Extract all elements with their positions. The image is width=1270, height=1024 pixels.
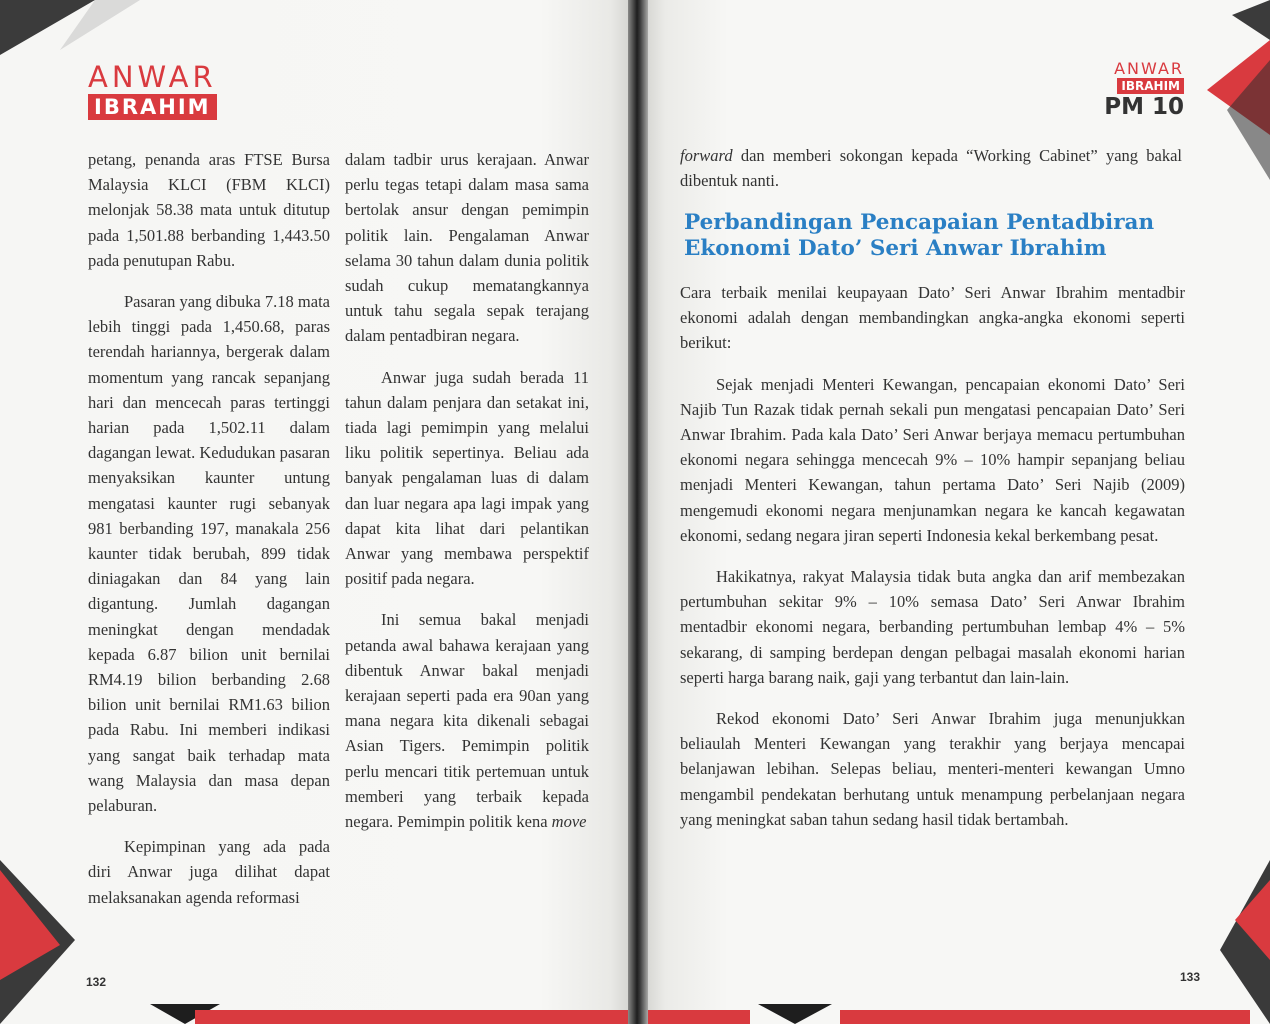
logo-anwar-text: ANWAR <box>1114 59 1184 78</box>
paragraph: Pasaran yang dibuka 7.18 mata lebih tinggi pada 1,450.68, paras terendah hariannya, bergerak dalam momentum yang rancak sepanjang hari dan mencecah paras tertinggi harian pada 1,502.11 dalam dagangan lewat. Kedudukan pasaran menyaksikan kaunter untung mengatasi kaunter rugi sebanyak 981 berbanding 197, manakala 256 kaunter tidak berubah, 899 tidak diniagakan dan 84 yang lain digantung. Jumlah dagangan meningkat dengan mendadak kepada 6.87 bilion unit bernilai RM4.19 bilion berbanding 2.68 bilion unit bernilai RM1.63 bilion pada Rabu. Ini memberi indikasi yang sangat baik terhadap mata wang Malaysia dan masa depan pelaburan. <box>88 292 330 816</box>
logo-anwar-text: ANWAR <box>88 60 217 94</box>
italic-word: move <box>551 812 587 832</box>
top-right-decoration <box>1202 0 1270 180</box>
right-column <box>680 280 1185 848</box>
paragraph-text: Ini semua bakal menjadi petanda awal bahawa kerajaan yang dibentuk Anwar bakal menjadi kerajaan seperti pada era 90an yang mana negara kita dikenali sebagai Asian Tigers. Pemimpin politik perlu mencari titik pertemuan untuk memberi yang terbaik kepada negara. Pemimpin politik kena <box>345 610 589 832</box>
paragraph: Kepimpinan yang ada pada diri Anwar juga dilihat dapat melaksanakan agenda reformasi <box>88 837 330 907</box>
bottom-right-decoration <box>1210 860 1270 1024</box>
paragraph: Cara terbaik menilai keupayaan Dato’ Seri Anwar Ibrahim mentadbir ekonomi adalah dengan membandingkan angka-angka ekonomi seperti berikut: <box>680 283 1185 353</box>
paragraph: Rekod ekonomi Dato’ Seri Anwar Ibrahim juga menunjukkan beliaulah Menteri Kewangan yang terakhir yang berjaya mencapai belanjawan lebihan. Selepas beliau, menteri-menteri kewangan Umno mengambil pendekatan berhutang untuk menampung perbelanjaan negara yang meningkat saban tahun sedang hasil tidak bertambah. <box>680 709 1185 829</box>
paragraph: Anwar juga sudah berada 11 tahun dalam penjara dan setakat ini, tiada lagi pemimpin yang melalui liku politik sepertinya. Beliau ada banyak pengalaman luas di dalam dan luar negara apa lagi impak yang dapat kita lihat dari pelantikan Anwar yang membawa perspektif positif pada negara. <box>345 367 589 589</box>
bottom-stripe-right-2 <box>840 1010 1250 1024</box>
bottom-chevron-right <box>758 998 832 1024</box>
logo-left <box>88 62 228 120</box>
right-intro <box>680 143 1182 209</box>
logo-ibrahim-text: IBRAHIM <box>1117 78 1184 94</box>
paragraph: Hakikatnya, rakyat Malaysia tidak buta angka dan arif membezakan pertumbuhan sekitar 9% – 10% semasa Dato’ Seri Anwar Ibrahim mentadbir ekonomi negara, berbanding pertumbuhan lembap 4% – 5% sekarang, di samping berdepan dengan pelbagai masalah ekonomi harian seperti harga barang naik, gaji yang terbantut dan lain-lain. <box>680 567 1185 687</box>
bottom-stripe-right <box>640 1010 750 1024</box>
paragraph: Sejak menjadi Menteri Kewangan, pencapaian ekonomi Dato’ Seri Najib Tun Razak tidak pernah sekali pun mengatasi pencapaian Dato’ Seri Anwar Ibrahim. Pada kala Dato’ Seri Anwar berjaya memacu pertumbuhan ekonomi negara sehingga mencecah 9% – 10% hampir sepanjang beliau menjadi Menteri Kewangan, tahun pertama Dato’ Seri Najib (2009) mengemudi ekonomi negara menjunamkan negara ke kancah kegawatan ekonomi, sedang negara jiran seperti Indonesia kekal berkembang pesat. <box>680 374 1185 545</box>
paragraph <box>680 143 1182 193</box>
bottom-left-decoration <box>0 850 80 1024</box>
paragraph-text: dan memberi sokongan kepada “Working Cabinet” yang bakal dibentuk nanti. <box>680 146 1182 191</box>
page-number-right: 133 <box>1180 970 1201 984</box>
left-column-2 <box>345 147 589 850</box>
bottom-stripe-left <box>195 1010 630 1024</box>
italic-word: forward <box>680 146 733 165</box>
paragraph <box>345 607 589 834</box>
page-number-left: 132 <box>86 975 107 989</box>
logo-pm10-text: PM 10 <box>1104 94 1184 120</box>
left-column-1 <box>88 147 330 926</box>
paragraph: dalam tadbir urus kerajaan. Anwar perlu tegas tetapi dalam masa sama bertolak ansur dengan pemimpin politik lain. Pengalaman Anwar selama 30 tahun dalam dunia politik sudah cukup mematangkannya untuk tahu segala sepak terajang dalam pentadbiran negara. <box>345 150 589 346</box>
paragraph: petang, penanda aras FTSE Bursa Malaysia KLCI (FBM KLCI) melonjak 58.38 mata untuk ditutup pada 1,501.88 berbanding 1,443.50 pada penutupan Rabu. <box>88 150 330 270</box>
section-heading: Perbandingan Pencapaian Pentadbiran Ekonomi Dato’ Seri Anwar Ibrahim <box>684 210 1155 261</box>
book-gutter <box>628 0 648 1024</box>
logo-ibrahim-text: IBRAHIM <box>88 94 217 120</box>
logo-right <box>1100 60 1184 119</box>
